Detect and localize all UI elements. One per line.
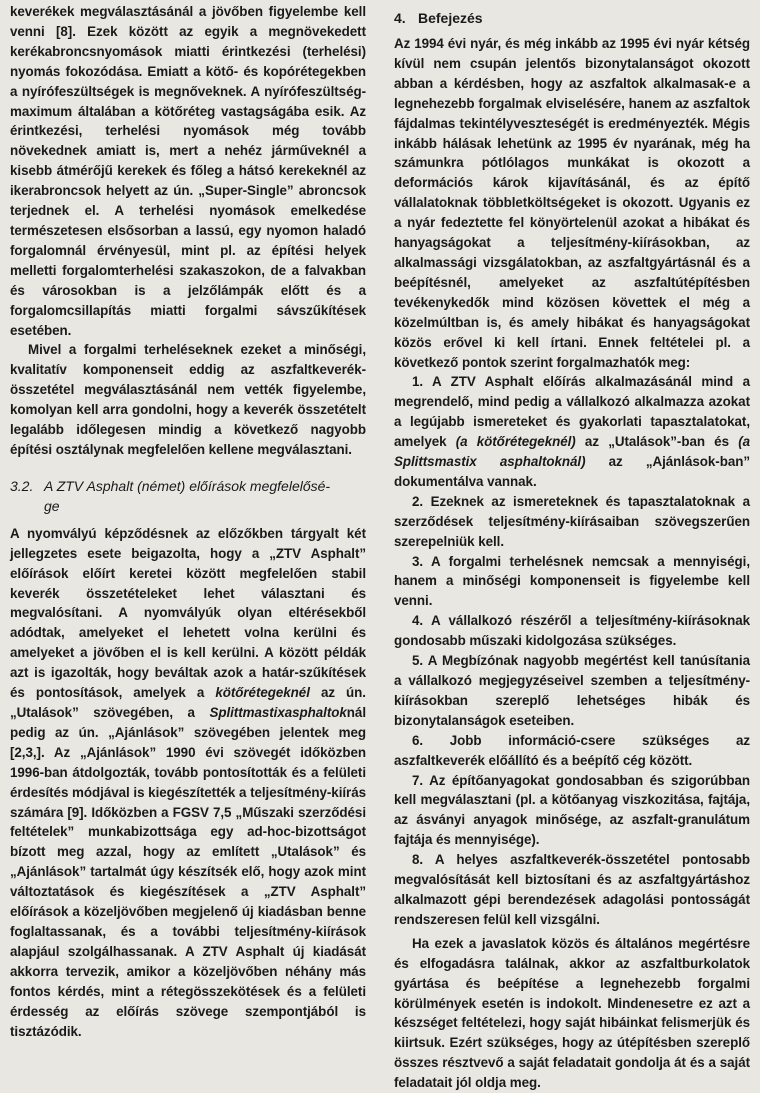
section-heading-4	[394, 8, 750, 28]
term-ajanlasok: „Ajánlások”	[108, 724, 185, 740]
left-paragraph-2: Mivel a forgalmi terheléseknek ezeket a minőségi, kvalitatív komponenseit eddig az aszfaltkeverék-összetétel megválasztásánál nem vették figyelembe, komolyan kell arra gondolni, hogy a keverék összetételt legalább időlegesen mindig a következő nagyobb építési osztálynak megfelelően kellene megválasztani.	[10, 342, 366, 457]
section-title-line-2: ge	[44, 497, 60, 514]
list-item-7: 7. Az építőanyagokat gondosabban és szigorúbban kell megválasztani (pl. a kötőanyag viszkozitása, fajtája, az ásványi anyagok minősége, az aszfalt-granulátum fajtája és mennyisége).	[394, 772, 750, 848]
emphasis-kotoretegeknel: kötőrétegeknél	[215, 685, 310, 701]
emphasis-splittmastix: Splittmastixasphaltok	[209, 705, 347, 720]
section-number: 3.2.	[10, 477, 34, 494]
term-utalasok: „Utalások”	[10, 705, 79, 720]
right-column	[394, 2, 750, 1091]
list-item-6: 6. Jobb információ-csere szükséges az aszfaltkeverék előállító és a beépítő cég között.	[394, 732, 750, 768]
right-paragraph-2: Ha ezek a javaslatok közös és általános megértésre és elfogadásra találnak, akkor az aszfaltburkolatok gyártása és beépítése a legnehezebb forgalmi körülmények esetén is indokolt. Mindenesetre ez azt a készséget feltételezi, hogy saját hibáinkat felismerjük és kiirtsuk. Ezért szükséges, hogy az útépítésben szereplő összes résztvevő a saját feladatait gondolja át és a saját feladatait jól oldja meg.	[394, 935, 750, 1091]
list-item-5: 5. A Megbízónak nagyobb megértést kell tanúsítania a vállalkozó megjegyzéseivel szemben a teljesítmény-kiírásokban szereplő lehetséges hibák és bizonytalanságok eseteiben.	[394, 653, 750, 728]
term-ajanlasok-2: „Ajánlások”	[79, 744, 157, 760]
term-ztv-asphalt: „ZTV Asphalt”	[263, 884, 367, 900]
heading-title: Befejezés	[418, 10, 483, 26]
section-heading-3-2	[10, 476, 366, 516]
left-paragraph-3: A nyomvályú képződésnek az előzőkben tárgyalt két jellegzetes esete beigazolta, hogy a „ZTV Asphalt” előírások előírt keretei között megfelelően stabil keverék összetételeket lehet választani és megvalósítani. A nyomvályúk olyan eltérésekből adódtak, amelyeket el lehetett volna kerülni és amelyeket a jövőben el is kell kerülni. A között példák azt is igazolták, hogy beváltak azok a határ-szűkítések és pontosítások, amelyek a kötőrétegeknél az ún. „Utalások” szövegében, a Splittmastixasphaltoknál pedig az ún. „Ajánlások” szövegében jelentek meg [2,3,]. Az „Ajánlások” 1990 évi szövegét időközben 1996-ban átdolgozták, tovább pontosították és a felületi érdesítés módjával is kiegészítették a teljesítmény-kiírás számára [9]. Időközben a FGSV 7,5 „Műszaki szerződési feltételek” munkabizottsága egy ad-hoc-bizottságot bízott meg azzal, hogy az említett „Utalások” és „Ajánlások” tartalmát úgy készítsék elő, hogy azok mint változtatások és kiegészítések a „ZTV Asphalt” előírások a közeljövőben megjelenő új kiadásban benne foglaltassanak, és a további teljesítmény-kiírások alapjául szolgálhassanak. A ZTV Asphalt új kiadását akkorra tervezik, amikor a közeljövőben néhány más fontos kérdés, mint a rétegösszekötések és a felületi érdesség az előírás szövege szempontjából is tisztázódik.	[10, 525, 367, 1039]
term-utalasok-2: „Utalások”	[270, 844, 340, 860]
left-column	[10, 2, 366, 1080]
list-item-2: 2. Ezeknek az ismereteknek és tapasztalatoknak a szerződések teljesítmény-kiírásaiban szövegszerűen szerepelniük kell.	[394, 493, 750, 549]
heading-number: 4.	[394, 10, 406, 26]
right-paragraph-1: Az 1994 évi nyár, és még inkább az 1995 évi nyár kétség kívül nem csupán jelentős bizonytalanságot okozott abban a kérdésben, hogy az aszfaltok alkalmasak-e a legnehezebb forgalmak elviselésére, hanem az aszfaltok fájdalmas tekintélyveszteségét is eredményezték. Mégis inkább hálásak lehetünk az 1995 év nyarának, még ha számunkra pótlólagos munkákat is okozott a deformációs károk kijavításánál, és az építő vállalatoknak többletköltségeket is okozott. Ugyanis ez a nyár fedeztette fel könyörtelenül azokat a hibákat és hanyagságokat a teljesítmény-kiírásokban, az alkalmassági vizsgálatokban, az aszfaltgyártásnál és a beépítésnél, amelyeket az aszfaltútépítésben tevékenykedők mind közösen követtek el még a közelmúltban is, és amely hibákat és hanyagságokat közös erővel ki kell írtani. Ennek feltételei pl. a következő pontok szerint forgalmazhatók meg:	[394, 36, 750, 370]
section-title-line-1: A ZTV Asphalt (német) előírások megfelelősé-	[44, 477, 331, 494]
list-item-3: 3. A forgalmi terhelésnek nemcsak a mennyiségi, hanem a minőségi komponenseit is figyelembe kell venni.	[394, 553, 750, 609]
list-item-1: 1. A ZTV Asphalt előírás alkalmazásánál mind a megrendelő, mind pedig a vállalkozó alkalmazza azokat a legújabb ismereteket és gyakorlati tapasztalatokat, amelyek (a kötőrétegeknél) az „Utalások”-ban és (a Splittsmastix asphaltoknál) az „Ajánlások-ban” dokumentálva vannak.	[394, 374, 750, 489]
left-paragraph-1: keverékek megválasztásánál a jövőben figyelembe kell venni [8]. Ezek között az egyik a megnövekedett kerékabroncsnyomások miatti érintkezési (terhelési) nyomás fokozódása. Emiatt a kötő- és kopórétegekben a nyírófeszültségek is megnőveknek. A nyírófeszültség-maximum általában a kötőréteg vastagságába esik. Az érintkezési, terhelési nyomások még tovább növekednek amiatt is, mert a nehéz járműveknél a kisebb átmérőjű kerekek és főleg a hátsó kerekeknél az ikerabroncsok helyett az ún. „Super-Single” abroncsok terjednek el. A terhelési nyomások emelkedése természetesen elsősorban a lassú, egy nyomon haladó forgalomnál érvényesül, mint pl. az építési helyek melletti forgalomterhelési szakaszokon, de a falvakban és városokban is a jelzőlámpák előtt és a forgalomcsillapítás miatti forgalmi sávszűkítések esetében.	[10, 4, 366, 338]
list-item-8: 8. A helyes aszfaltkeverék-összetétel pontosabb megvalósítását kell biztosítani és az aszfaltgyártáshoz alkalmazott gépi berendezések adagolási pontosságát rendszeresen felül kell vizsgálni.	[394, 852, 750, 927]
term-ajanlasok-3: „Ajánlások”	[10, 864, 87, 880]
list-item-4: 4. A vállalkozó részéről a teljesítmény-kiírásoknak gondosabb műszaki kidolgozása szükséges.	[394, 613, 750, 649]
